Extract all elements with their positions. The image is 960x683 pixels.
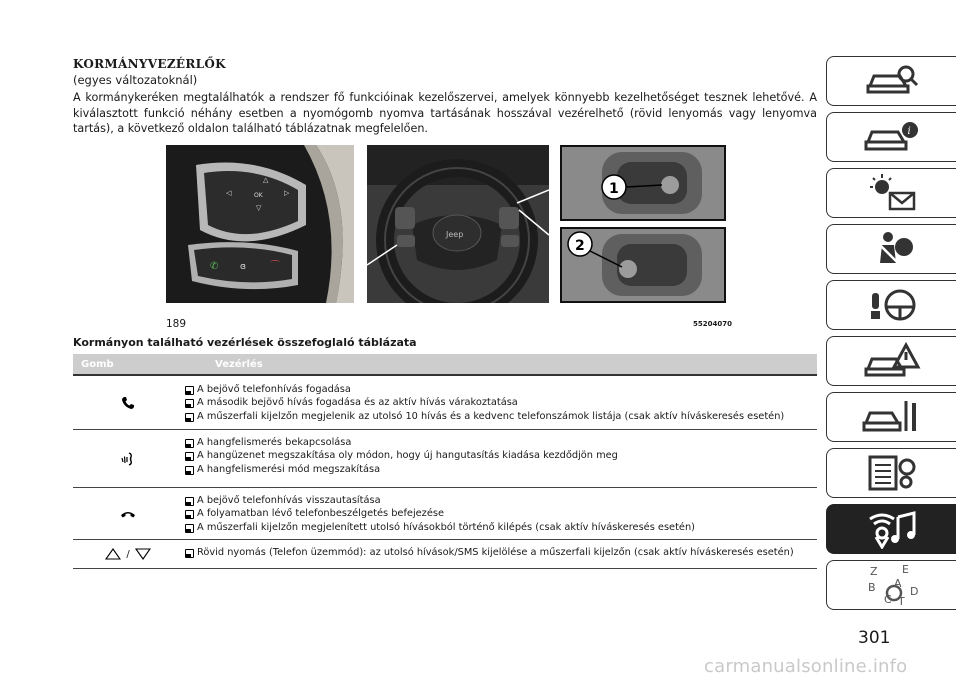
table-row	[73, 377, 817, 430]
svg-text:B: B	[867, 581, 876, 594]
svg-text:▽: ▽	[256, 204, 262, 212]
callout-2: 2	[575, 238, 585, 254]
tab-technical-data[interactable]	[826, 448, 956, 498]
photo-wheel-buttons	[166, 145, 354, 303]
ok-button-label: OK	[254, 192, 263, 199]
table-title: Kormányon található vezérlések összefoglaló táblázata	[73, 336, 417, 349]
header-button: Gomb	[81, 359, 114, 370]
svg-text:◁: ◁	[226, 189, 232, 197]
arrow-separator: /	[126, 548, 130, 560]
header-control: Vezérlés	[215, 359, 263, 370]
svg-text:A: A	[893, 577, 902, 590]
section-subtitle: (egyes változatoknál)	[73, 73, 198, 87]
list-item: A bejövő telefonhívás visszautasítása	[185, 494, 695, 507]
table-header	[73, 354, 817, 376]
svg-text:ɞ: ɞ	[240, 262, 246, 272]
table-row	[73, 430, 817, 488]
figure-steering-controls	[166, 145, 726, 307]
figure-number: 189	[166, 318, 187, 330]
up-arrow-icon	[105, 547, 121, 561]
photo-steering-wheel	[367, 145, 549, 303]
svg-text:C: C	[883, 593, 892, 606]
svg-text:△: △	[263, 176, 269, 184]
callout-1: 1	[609, 181, 619, 197]
car-warning-icon	[862, 341, 922, 381]
tab-index[interactable]	[826, 560, 956, 610]
tab-dashboard[interactable]	[826, 56, 956, 106]
airbag-seatbelt-icon	[862, 229, 922, 269]
tab-safety[interactable]	[826, 224, 956, 274]
car-info-icon	[862, 120, 922, 154]
tab-car-info[interactable]	[826, 112, 956, 162]
tab-emergency[interactable]	[826, 336, 956, 386]
alphabetical-index-icon	[862, 563, 922, 607]
intro-paragraph: A kormánykeréken megtalálhatók a rendszer fő funkcióinak kezelőszervei, amelyek könnyebb kezelhetőséget tesznek lehetővé. A kiválasztott funkció néhány esetben a nyomógomb nyomva tartásának hosszával vezérelhető (rövid lenyomás vagy lenyomva tartás), a következő oldalon található táblázatnak megfelelően.	[73, 91, 817, 135]
voice-recognition-icon	[120, 451, 136, 467]
down-arrow-icon	[135, 547, 151, 561]
car-dashboard-search-icon	[862, 64, 922, 98]
figure-code: 55204070	[693, 320, 732, 328]
steering-logo: Jeep	[446, 230, 464, 239]
section-title: KORMÁNYVEZÉRLŐK	[73, 57, 226, 71]
page-number: 301	[858, 628, 891, 648]
svg-text:i: i	[907, 126, 911, 137]
list-item: A hangüzenet megszakítása oly módon, hogy új hangutasítás kiadása kezdődjön meg	[185, 449, 618, 462]
multimedia-icon	[862, 509, 922, 549]
tab-multimedia[interactable]	[826, 504, 956, 554]
list-item: Rövid nyomás (Telefon üzemmód): az utolsó hívások/SMS kijelölése a műszerfali kijelzőn (csak aktív híváskeresés esetén)	[185, 546, 794, 559]
photo-inset-paddle-2	[560, 227, 726, 303]
tab-maintenance[interactable]	[826, 392, 956, 442]
svg-text:Z: Z	[869, 565, 878, 578]
table-row	[73, 488, 817, 540]
steering-wheel-start-icon	[862, 285, 922, 325]
tab-lights-messages[interactable]	[826, 168, 956, 218]
svg-text:D: D	[909, 585, 918, 598]
photo-inset-paddle-1	[560, 145, 726, 221]
list-item: A bejövő telefonhívás fogadása	[185, 383, 784, 396]
list-item: A hangfelismerés bekapcsolása	[185, 436, 618, 449]
svg-text:⌒: ⌒	[270, 261, 280, 272]
car-maintenance-icon	[862, 397, 922, 437]
list-item: A folyamatban lévő telefonbeszélgetés befejezése	[185, 507, 695, 520]
svg-text:✆: ✆	[210, 261, 219, 272]
svg-text:T: T	[897, 595, 905, 607]
phone-hangup-icon	[120, 509, 136, 519]
list-item: A hangfelismerési mód megszakítása	[185, 463, 618, 476]
list-item: A műszerfali kijelzőn megjelenik az utolsó 10 hívás és a kedvenc telefonszámok listája (csak aktív híváskeresés esetén)	[185, 410, 784, 423]
technical-data-icon	[862, 453, 922, 493]
list-item: A második bejövő hívás fogadása és az aktív hívás várakoztatása	[185, 396, 784, 409]
list-item: A műszerfali kijelzőn megjelenített utolsó hívásokból történő kilépés (csak aktív híváskeresés esetén)	[185, 521, 695, 534]
table-row	[73, 540, 817, 569]
watermark: carmanualsonline.info	[704, 656, 908, 677]
phone-answer-icon	[121, 396, 135, 410]
lights-message-icon	[862, 173, 922, 213]
svg-text:▷: ▷	[284, 189, 290, 197]
tab-starting-driving[interactable]	[826, 280, 956, 330]
svg-text:E: E	[901, 563, 909, 576]
